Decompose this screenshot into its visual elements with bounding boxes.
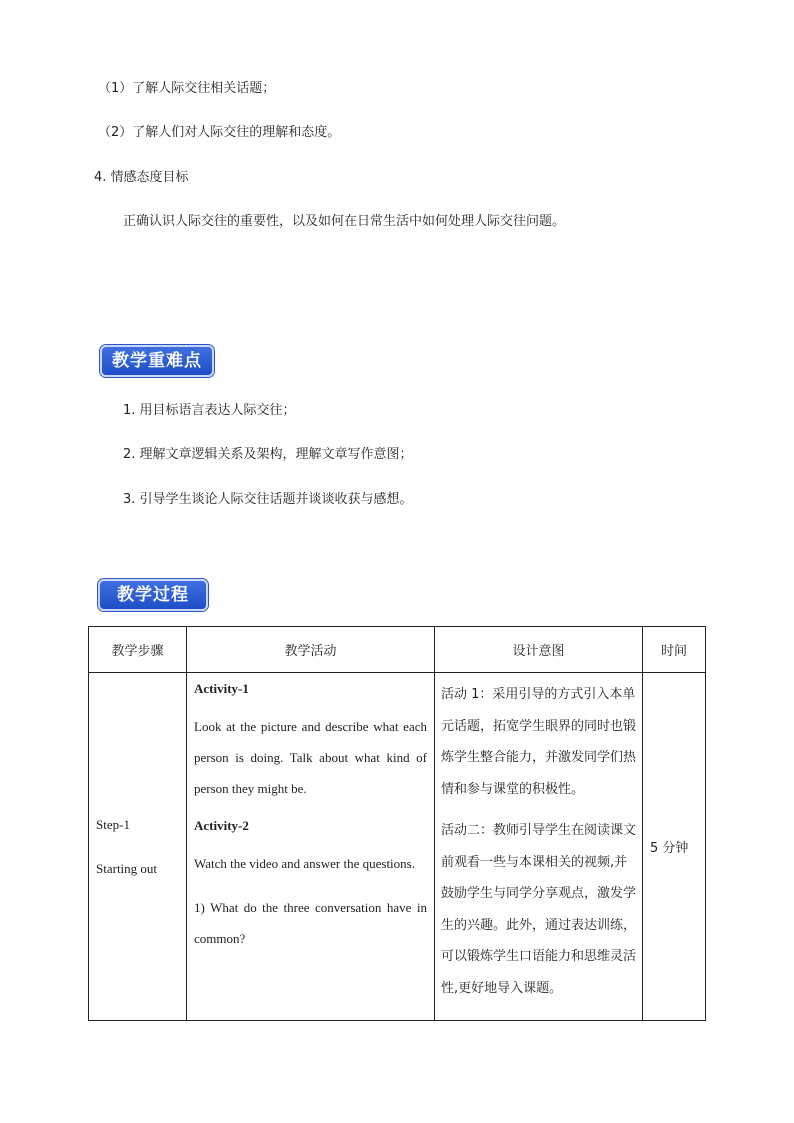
section-4-title: 4. 情感态度目标 [94,170,189,185]
process-badge: 教学过程 [98,579,208,611]
key-point-3: 3. 引导学生谈论人际交往话题并谈谈收获与感想。 [123,492,413,507]
step-label: Step-1 [96,816,130,832]
key-points-badge: 教学重难点 [100,345,214,377]
intent-2: 活动二：教师引导学生在阅读课文前观看一些与本课相关的视频,并鼓励学生与同学分享观点，激发学生的兴趣。此外，通过表达训练，可以锻炼学生口语能力和思维灵活性,更好地导入课题。 [441,823,637,996]
intent-cell [435,673,643,1021]
header-step: 教学步骤 [89,627,187,673]
goal-item-2: （2）了解人们对人际交往的理解和态度。 [98,125,341,140]
activity-2-question-1: 1) What do the three conversation have in common? [194,900,427,946]
time-value: 5 分钟 [650,841,689,856]
process-table [88,626,706,1021]
key-point-1: 1. 用目标语言表达人际交往； [123,403,296,418]
activity-2-text: Watch the video and answer the questions. [194,856,415,871]
key-point-2: 2. 理解文章逻辑关系及架构，理解文章写作意图； [123,447,413,462]
header-time: 时间 [643,627,706,673]
intent-1: 活动 1：采用引导的方式引入本单元话题，拓宽学生眼界的同时也锻炼学生整合能力，并激发同学们热情和参与课堂的积极性。 [441,687,637,797]
time-cell [643,673,706,1021]
activity-cell [187,673,435,1021]
step-name: Starting out [96,860,158,876]
header-intent: 设计意图 [435,627,643,673]
header-activity: 教学活动 [187,627,435,673]
goal-item-1: （1）了解人际交往相关话题； [98,81,276,96]
table-row [89,673,706,1021]
activity-1-text: Look at the picture and describe what each person is doing. Talk about what kind of person they might be. [194,719,427,796]
table-header-row [89,627,706,673]
activity-1-title: Activity-1 [194,681,249,696]
step-cell [89,673,187,1021]
activity-2-title: Activity-2 [194,818,249,833]
section-4-text: 正确认识人际交往的重要性，以及如何在日常生活中如何处理人际交往问题。 [123,214,566,229]
